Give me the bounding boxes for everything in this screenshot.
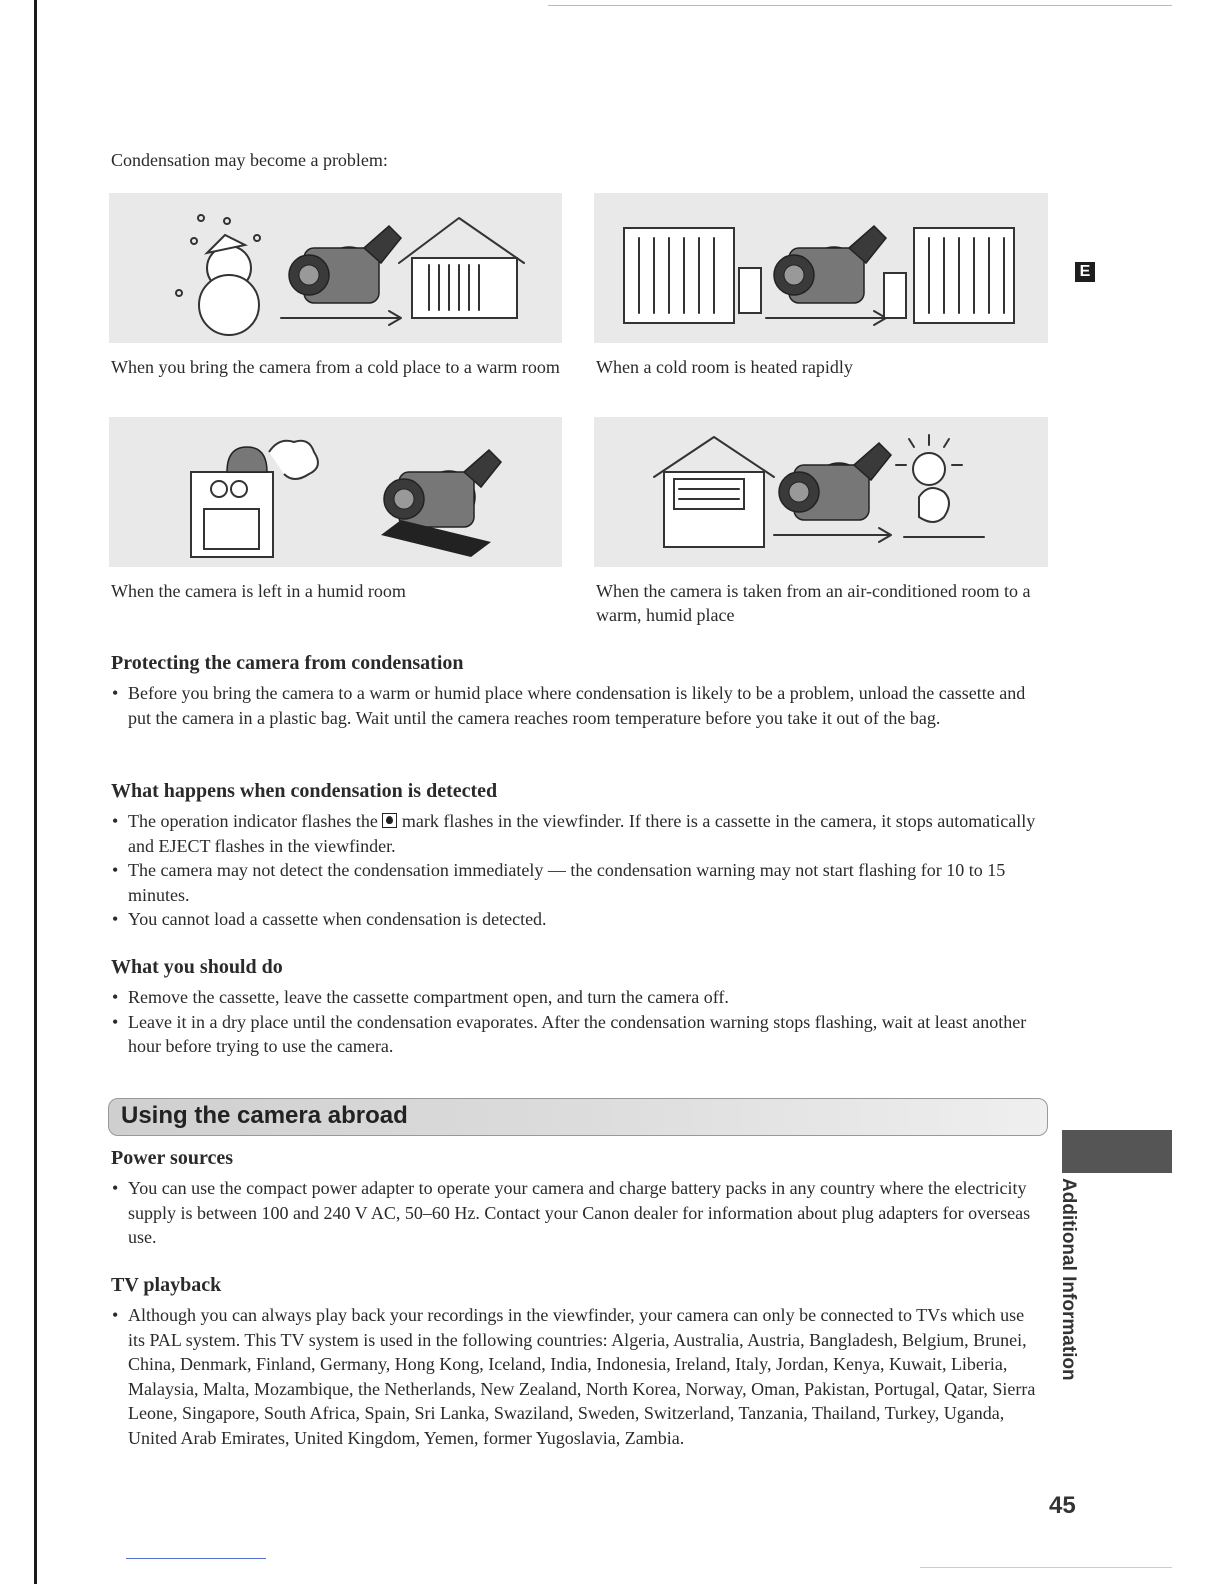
list-item [111,809,1036,858]
list-item: • Although you can always play back your recordings in the viewfinder, your camera can only be connected to TVs which use its PAL system. This TV system is used in the following countries: Algeria, Australia, Austria, Bangladesh, Belgium, Brunei, China, Denmark, Finland, Germany, Hong Kong, Iceland, India, Indonesia, Ireland, Italy, Jordan, Kenya, Kuwait, Liberia, Malaysia, Malta, Mozambique, the Netherlands, New Zealand, North Korea, Norway, Oman, Pakistan, Portugal, Qatar, Sierra Leone, Singapore, South Africa, Spain, Sri Lanka, Swaziland, Sweden, Switzerland, Tanzania, Thailand, Turkey, Uganda, United Arab Emirates, United Kingdom, Yemen, former Yugoslavia, Zambia. [111,1303,1036,1450]
heading-tv-playback: TV playback [111,1274,222,1296]
section-banner-title: Using the camera abroad [121,1102,408,1129]
protecting-list [111,681,1036,730]
bullet-text-part: The operation indicator flashes the [128,811,378,831]
intro-text: Condensation may become a problem: [111,150,388,170]
heading-should-do: What you should do [111,956,283,978]
page-number: 45 [1049,1492,1076,1519]
side-tab-label [1048,1178,1108,1381]
list-item: • You can use the compact power adapter to operate your camera and charge battery packs in any country where the electricity supply is between 100 and 240 V AC, 50–60 Hz. Contact your Canon dealer for information about plug adapters for overseas use. [111,1176,1036,1250]
list-item: • Leave it in a dry place until the condensation evaporates. After the condensation warning stops flashing, wait at least another hour before trying to use the camera. [111,1010,1036,1059]
kettle-humid-room-illustration [109,417,562,567]
language-badge: E [1075,262,1095,282]
tv-list [111,1303,1036,1450]
list-item: • The camera may not detect the condensation immediately — the condensation warning may not start flashing for 10 to 15 minutes. [111,858,1036,907]
list-item: • Before you bring the camera to a warm or humid place where condensation is likely to be a problem, unload the cassette and put the camera in a plastic bag. Wait until the camera reaches room temperature before you take it out of the bag. [111,681,1036,730]
detected-list [111,809,1036,932]
heading-detected: What happens when condensation is detected [111,780,498,802]
condensation-mark-icon [382,813,397,828]
caption-humid-room: When the camera is left in a humid room [111,581,406,601]
snowman-to-warm-room-illustration [109,193,562,343]
power-list [111,1176,1036,1250]
top-rule [548,5,1172,6]
section-banner-abroad [108,1098,1048,1136]
binding-edge-line [34,0,37,1584]
should-do-list [111,985,1036,1059]
bottom-rule-left [126,1558,266,1559]
heading-power: Power sources [111,1147,234,1169]
air-conditioned-to-hot-illustration [594,417,1048,567]
caption-air-conditioned: When the camera is taken from an air-conditioned room to a warm, humid place [596,581,1031,625]
side-tab-text: Additional Information [1058,1178,1079,1381]
caption-cold-to-warm: When you bring the camera from a cold place to a warm room [111,357,560,377]
side-tab-marker [1062,1130,1172,1173]
heading-protecting: Protecting the camera from condensation [111,652,464,674]
bottom-rule-right [920,1567,1172,1568]
bullet-text-part: mark flashes in the viewfinder. If there is a cassette in the camera, it stops automatically and EJECT flashes in the viewfinder. [128,811,1036,856]
heated-room-illustration [594,193,1048,343]
caption-heated-rapidly: When a cold room is heated rapidly [596,357,853,377]
list-item: • You cannot load a cassette when condensation is detected. [111,907,1036,932]
list-item: • Remove the cassette, leave the cassette compartment open, and turn the camera off. [111,985,1036,1010]
